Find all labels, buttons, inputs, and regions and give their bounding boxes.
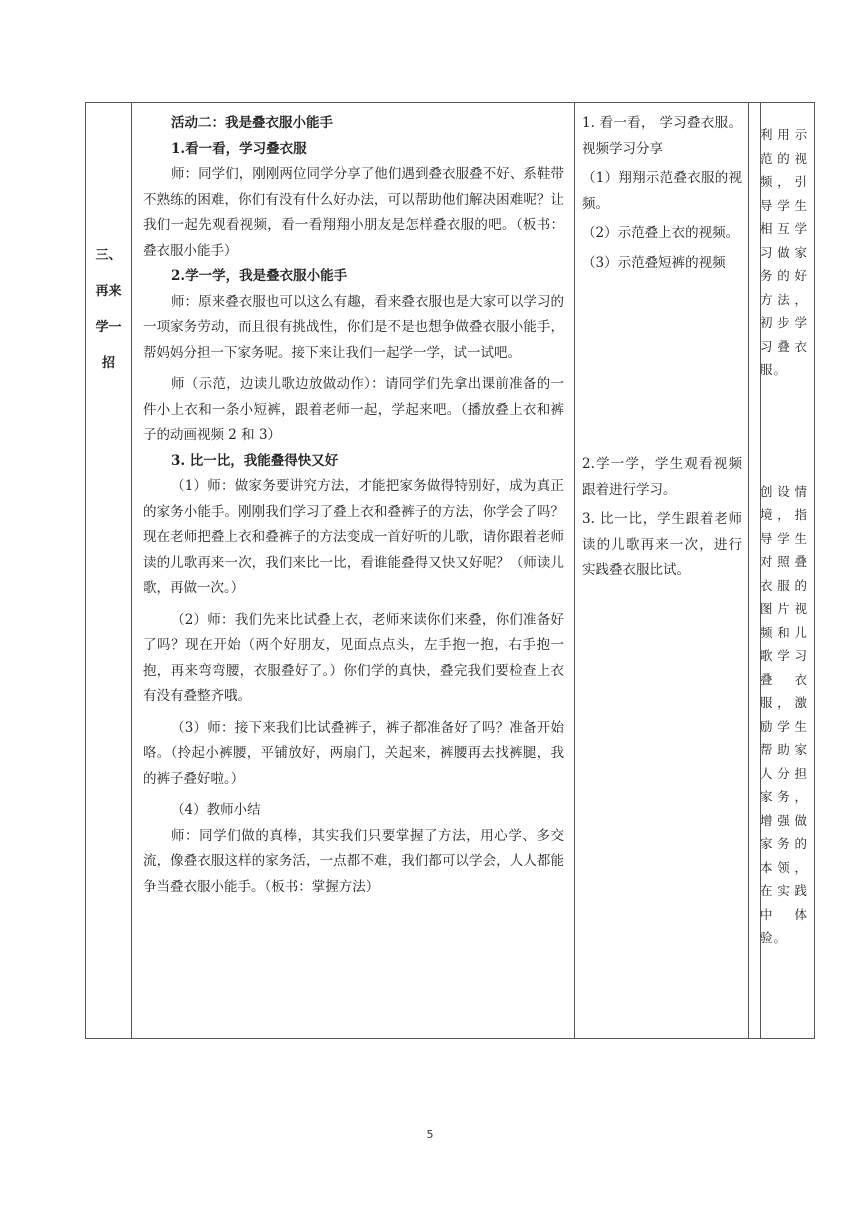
- paragraph: （1）师：做家务要讲究方法，才能把家务做得特别好，成为真正的家务小能手。刚刚我们学习了叠上衣和叠裤子的方法，你学会了吗？现在老师把叠上衣和叠裤子的方法变成一首好听的儿歌，请你跟着老师读的儿歌再来一次，我们来比一比，看谁能叠得又快又好呢？（师读儿歌，再做一次。）: [143, 478, 564, 596]
- student-item: （3）示范叠短裤的视频: [582, 254, 726, 271]
- inner-divider: [760, 103, 767, 1038]
- page-number: 5: [426, 1128, 434, 1141]
- paragraph: 师：原来叠衣服也可以这么有趣，看来叠衣服也是大家可以学习的一项家务劳动，而且很有挑战性，你们是不是也想争做叠衣服小能手，帮妈妈分担一下家务呢。接下来让我们一起学一学，试一试吧。: [143, 293, 564, 361]
- phase-line: 再来: [95, 284, 122, 299]
- section-title: 1.看一看，学习叠衣服: [171, 140, 307, 157]
- student-item: 3. 比一比，学生跟着老师读的儿歌再来一次，进行实践叠衣服比试。: [582, 511, 742, 578]
- lesson-table: [85, 102, 815, 1039]
- design-intent-cell: [749, 103, 815, 1039]
- activity-title: 活动二：我是叠衣服小能手: [171, 115, 333, 131]
- paragraph: 师：同学们，刚刚两位同学分享了他们遇到叠衣服叠不好、系鞋带不熟练的困难，你们有没有什么好办法，可以帮助他们解决困难呢？让我们一起先观看视频，看一看翔翔小朋友是怎样叠衣服的吧。（板书：叠衣服小能手）: [143, 166, 564, 259]
- section-title: 3. 比一比，我能叠得快又好: [171, 452, 339, 469]
- paragraph: （2）师：我们先来比试叠上衣，老师来读你们来叠，你们准备好了吗？现在开始（两个好朋友，见面点点头，左手抱一抱，右手抱一抱，再来弯弯腰，衣服叠好了。）你们学的真快，叠完我们要检查上衣有没有叠整齐哦。: [143, 611, 564, 704]
- section-title: 2.学一学，我是叠衣服小能手: [171, 268, 348, 284]
- intent-text: 利用示范的视频，引导学生相互学习做家务的好方法，初步学习叠衣服。: [760, 127, 808, 377]
- phase-cell: [86, 103, 132, 1039]
- student-activity-cell: [575, 103, 749, 1039]
- phase-line: 学一: [95, 320, 122, 335]
- paragraph: 师（示范，边读儿歌边放做动作）：请同学们先拿出课前准备的一件小上衣和一条小短裤，跟着老师一起，学起来吧。（播放叠上衣和裤子的动画视频 2 和 3）: [143, 376, 564, 443]
- student-item: 2.学一学，学生观看视频跟着进行学习。: [582, 456, 742, 498]
- paragraph: （4）教师小结: [171, 802, 261, 818]
- student-item: （2）示范叠上衣的视频。: [582, 225, 740, 241]
- student-item: （1）翔翔示范叠衣服的视频。: [582, 170, 742, 212]
- paragraph: （3）师：接下来我们比试叠裤子，裤子都准备好了吗？准备开始咯。（拎起小裤腰，平铺放好，两扇门，关起来，裤腰再去找裤腿，我的裤子叠好啦。）: [143, 719, 564, 787]
- intent-text: 创设情境，指导学生对照叠衣服的图片视频和儿歌学习叠衣服，激励学生帮助家人分担家务，增强做家务的本领，在实践中体验。: [760, 483, 808, 945]
- phase-line: 招: [101, 356, 115, 371]
- paragraph: 师：同学们做的真棒，其实我们只要掌握了方法，用心学、多交流，像叠衣服这样的家务活，一点都不难，我们都可以学会，人人都能争当叠衣服小能手。（板书：掌握方法）: [143, 827, 564, 895]
- teacher-activity-cell: [132, 103, 575, 1039]
- student-item: 1. 看一看， 学习叠衣服。视频学习分享: [582, 115, 742, 157]
- phase-line: 三、: [95, 248, 122, 263]
